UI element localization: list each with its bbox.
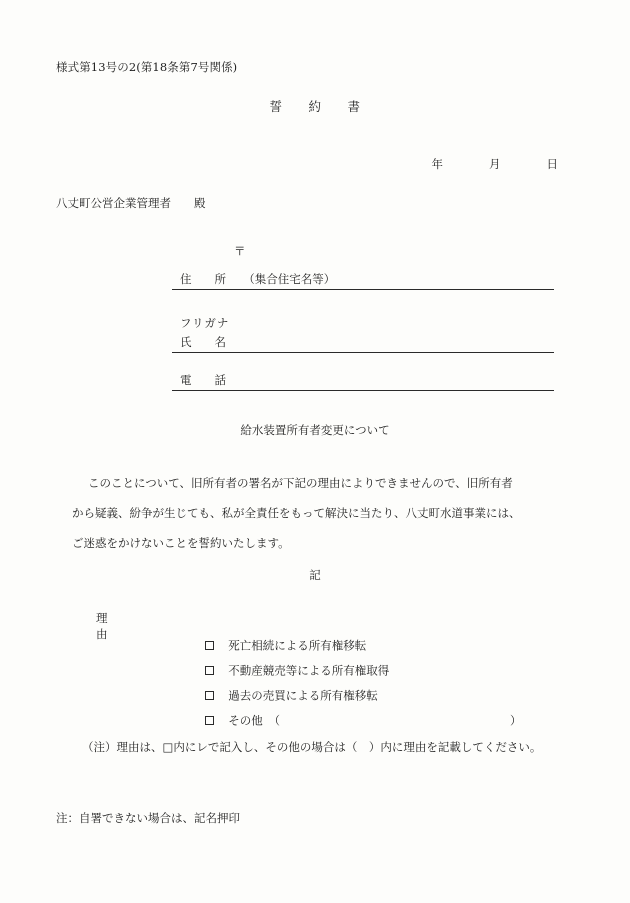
reason-option-list: [176, 608, 522, 728]
checkbox-icon[interactable]: [205, 716, 214, 725]
reason-option[interactable]: [176, 608, 522, 653]
checkbox-icon[interactable]: [205, 691, 214, 700]
body-line: から疑義、紛争が生じても、私が全責任をもって解決に当たり、八丈町水道事業には、: [72, 506, 521, 520]
reason-option-label: その他 （ ）: [228, 713, 522, 728]
date-line[interactable]: 年 月 日: [431, 157, 558, 171]
address-label: 住 所 （集合住宅名等）: [180, 272, 336, 286]
checkbox-icon[interactable]: [205, 666, 214, 675]
address-field[interactable]: [172, 271, 554, 290]
body-paragraph: [56, 468, 574, 558]
phone-label: 電 話: [180, 373, 226, 387]
body-line: このことについて、旧所有者の署名が下記の理由によりできませんので、旧所有者: [88, 476, 513, 490]
reason-option-label: 不動産競売等による所有権取得: [228, 663, 390, 678]
name-field[interactable]: [172, 334, 554, 353]
phone-field[interactable]: [172, 372, 554, 391]
reason-option-label: 死亡相続による所有権移転: [228, 638, 367, 653]
ki-marker: 記: [309, 568, 321, 582]
body-line: ご迷惑をかけないことを誓約いたします。: [72, 536, 290, 550]
form-number: 様式第13号の2(第18条第7号関係): [56, 60, 238, 74]
reason-option-label: 過去の売買による所有権移転: [228, 688, 378, 703]
reason-note: （注）理由は、□内にレで記入し、その他の場合は（ ）内に理由を記載してください。: [82, 740, 542, 754]
name-label: 氏 名: [180, 335, 226, 349]
addressee: 八丈町公営企業管理者 殿: [56, 196, 206, 210]
reason-label: 理 由: [96, 611, 131, 641]
furigana-label: フリガナ: [180, 316, 230, 330]
footer-note: 注：自署できない場合は、記名押印: [56, 811, 240, 825]
document-title: 誓 約 書: [269, 99, 361, 114]
subject-line: 給水装置所有者変更について: [240, 423, 390, 437]
postal-code-mark: 〒: [234, 244, 246, 258]
checkbox-icon[interactable]: [205, 641, 214, 650]
